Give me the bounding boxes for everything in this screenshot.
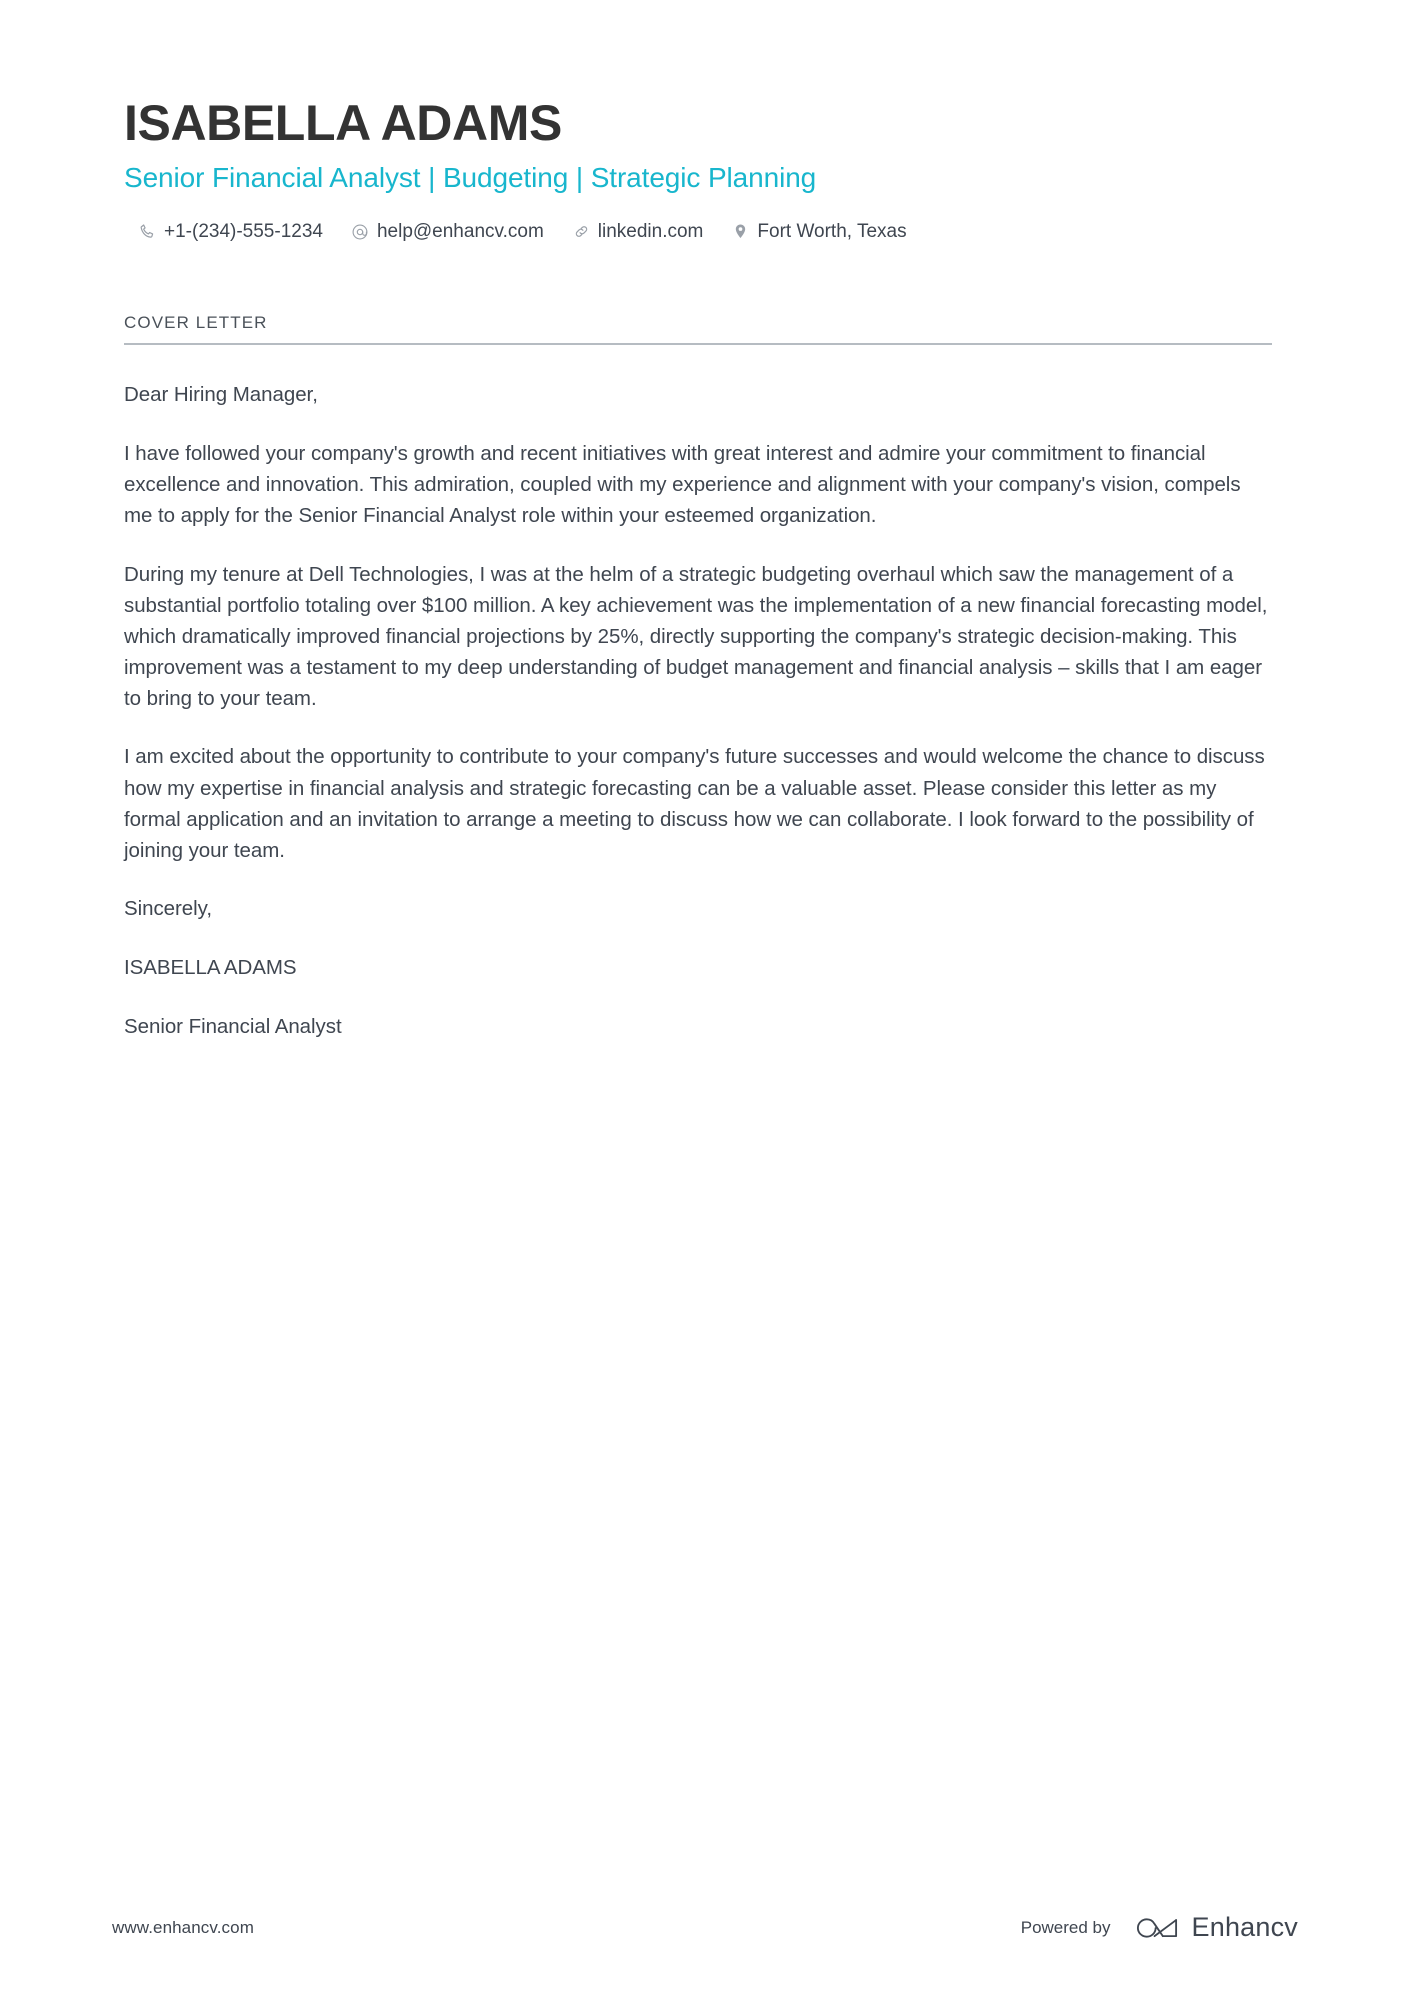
contact-location-text: Fort Worth, Texas bbox=[757, 221, 907, 242]
letter-paragraph-3: I am excited about the opportunity to contribute to your company's future successes and would welcome the chance to discuss how my expertise in financial analysis and strategic forecasting can be a valuable asset. Please consider this letter as my formal application and an invitation to arrange a meeting to discuss how we can collaborate. I look forward to the possibility of joining your team. bbox=[124, 745, 1265, 862]
page-content bbox=[124, 0, 1272, 1043]
professional-headline: Senior Financial Analyst | Budgeting | Strategic Planning bbox=[124, 162, 817, 193]
letter-salutation: Dear Hiring Manager, bbox=[124, 383, 318, 406]
phone-icon bbox=[138, 222, 157, 241]
footer-inner bbox=[112, 1912, 1298, 1943]
letter-paragraph-1: I have followed your company's growth and recent initiatives with great interest and admire your commitment to financial excellence and innovation. This admiration, coupled with my experience and alignment with your company's vision, compels me to apply for the Senior Financial Analyst role within your esteemed organization. bbox=[124, 442, 1241, 528]
contact-linkedin[interactable] bbox=[572, 222, 704, 241]
page-title: ISABELLA ADAMS bbox=[124, 95, 562, 151]
cover-letter-section bbox=[124, 313, 1272, 1043]
footer-website-link[interactable]: www.enhancv.com bbox=[112, 1917, 254, 1937]
letter-body bbox=[124, 379, 1272, 1043]
contact-location bbox=[731, 222, 906, 241]
contact-phone-text: +1-(234)-555-1234 bbox=[164, 221, 323, 242]
letter-signature-name: ISABELLA ADAMS bbox=[124, 956, 297, 980]
letter-paragraph-2: During my tenure at Dell Technologies, I was at the helm of a strategic budgeting overhaul which saw the management of a substantial portfolio totaling over $100 million. A key achievement was the implementation of a new financial forecasting model, which dramatically improved financial projections by 25%, directly supporting the company's strategic decision-making. This improvement was a testament to my deep understanding of budget management and financial analysis – skills that I am eager to bring to your team. bbox=[124, 562, 1268, 711]
enhancv-brand-name: Enhancv bbox=[1191, 1912, 1298, 1942]
contact-linkedin-text: linkedin.com bbox=[597, 221, 704, 242]
letter-signature-title: Senior Financial Analyst bbox=[124, 1015, 342, 1039]
contact-email[interactable] bbox=[351, 222, 544, 241]
enhancv-infinity-logo-icon bbox=[1133, 1916, 1181, 1940]
footer-branding bbox=[1021, 1912, 1298, 1943]
letter-sign-off: Sincerely, bbox=[124, 897, 212, 921]
contact-phone[interactable] bbox=[138, 222, 323, 241]
link-icon bbox=[572, 222, 591, 241]
email-icon bbox=[351, 222, 370, 241]
contact-row bbox=[124, 222, 1272, 241]
page-footer bbox=[0, 1875, 1410, 1995]
header bbox=[124, 0, 1272, 241]
section-divider bbox=[124, 343, 1272, 345]
location-pin-icon bbox=[731, 222, 750, 241]
section-heading: COVER LETTER bbox=[124, 313, 268, 332]
contact-email-text: help@enhancv.com bbox=[376, 221, 544, 242]
powered-by-label: Powered by bbox=[1020, 1917, 1111, 1937]
